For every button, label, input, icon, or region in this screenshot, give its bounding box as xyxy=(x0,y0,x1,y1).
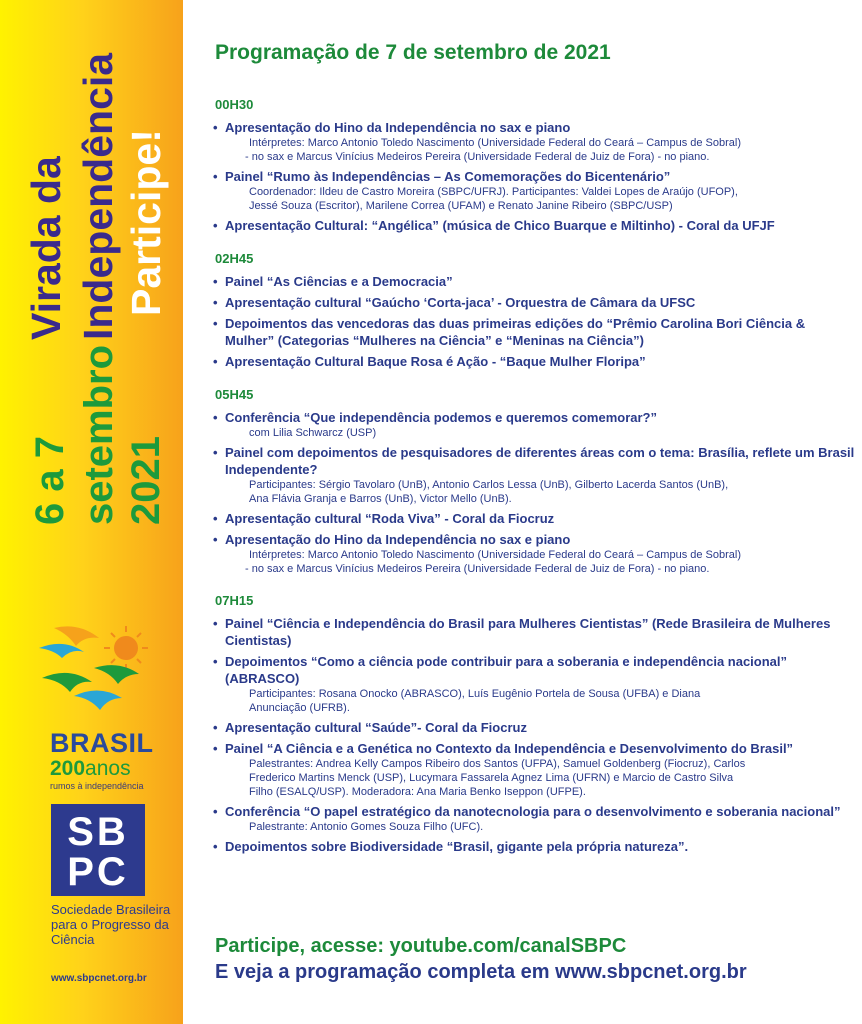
programme-item-detail: Participantes: Sérgio Tavolaro (UnB), Antonio Carlos Lessa (UnB), Gilberto Lacerda Santos (UnB), xyxy=(249,479,729,491)
sbpc-full-name: Sociedade Brasileira para o Progresso da Ciência xyxy=(51,902,171,947)
programme-item-title: • Painel com depoimentos de pesquisadores de diferentes áreas com o tema: Brasília, reflete um Brasil Independente? xyxy=(225,445,855,477)
programme-item xyxy=(215,719,855,736)
programme-item-title: • Conferência “Que independência podemos e queremos comemorar?” xyxy=(225,410,657,425)
sidebar xyxy=(0,0,183,1024)
brasil-logo-years-number: 200 xyxy=(50,757,86,780)
brasil-birds-sun-icon xyxy=(34,618,154,728)
programme-item-title: • Depoimentos sobre Biodiversidade “Brasil, gigante pela própria natureza”. xyxy=(225,839,689,854)
brasil-logo-tagline: rumos à independência xyxy=(50,781,144,791)
programme-item-title: • Conferência “O papel estratégico da nanotecnologia para o desenvolvimento e soberania nacional” xyxy=(225,804,841,819)
programme-item-detail: Participantes: Rosana Onocko (ABRASCO), Luís Eugênio Portela de Sousa (UFBA) e Diana xyxy=(249,688,701,700)
schedule-blocks xyxy=(215,97,855,855)
programme-item xyxy=(215,444,855,506)
programme-item xyxy=(215,740,855,799)
time-slot: 00H30 xyxy=(215,97,254,112)
schedule-block xyxy=(215,387,855,576)
programme-item-detail: Palestrantes: Andrea Kelly Campos Ribeiro dos Santos (UFPA), Samuel Goldenberg (Fiocruz), Carlos xyxy=(249,758,746,770)
programme-item-detail: com Lilia Schwarcz (USP) xyxy=(249,427,377,439)
programme-item xyxy=(215,353,855,370)
programme-item-detail: Palestrante: Antonio Gomes Souza Filho (UFC). xyxy=(249,821,484,833)
time-slot: 07H15 xyxy=(215,593,254,608)
programme-item-title: • Painel “Ciência e Independência do Brasil para Mulheres Cientistas” (Rede Brasileira de Mulheres Cientistas) xyxy=(225,616,831,648)
programme-item-detail: Anunciação (UFRB). xyxy=(249,702,350,714)
programme-item xyxy=(215,119,855,164)
programme-item-title: • Apresentação do Hino da Independência no sax e piano xyxy=(225,120,571,135)
programme-item-title: • Painel “Rumo às Independências – As Comemorações do Bicentenário” xyxy=(225,169,671,184)
sbpc-logo xyxy=(51,804,145,896)
sbpc-website: www.sbpcnet.org.br xyxy=(51,973,147,984)
time-slot: 02H45 xyxy=(215,251,254,266)
programme-item-title: • Apresentação Cultural: “Angélica” (música de Chico Buarque e Miltinho) - Coral da UFJF xyxy=(225,218,775,233)
programme-item-title: • Depoimentos das vencedoras das duas primeiras edições do “Prêmio Carolina Bori Ciência & Mulher” (Categorias “Mulheres na Ciência” e “Meninas na Ciência”) xyxy=(225,316,806,348)
programme-item-title: • Apresentação cultural “Saúde”- Coral da Fiocruz xyxy=(225,720,527,735)
programme-item-detail: Frederico Martins Menck (USP), Lucymara Fassarela Agnez Lima (UFRN) e Marcio de Castro Silva xyxy=(249,772,734,784)
programme-item xyxy=(215,217,855,234)
time-slot: 05H45 xyxy=(215,387,254,402)
programme-item-title: • Apresentação cultural “Roda Viva” - Coral da Fiocruz xyxy=(225,511,555,526)
programme-item-detail: Filho (ESALQ/USP). Moderadora: Ana Maria Benko Iseppon (UFPE). xyxy=(249,786,586,798)
programme-item-detail: Ana Flávia Granja e Barros (UnB), Victor Mello (UnB). xyxy=(249,493,512,505)
programme-item-title: • Apresentação cultural “Gaúcho ‘Corta-jaca’ - Orquestra de Câmara da UFSC xyxy=(225,295,696,310)
programme-item-title: • Apresentação do Hino da Independência no sax e piano xyxy=(225,532,571,547)
event-title-line2: Independência xyxy=(75,52,121,340)
event-title-line1: Virada da xyxy=(23,156,69,340)
event-date-line3: 2021 xyxy=(124,436,168,525)
schedule-block xyxy=(215,251,855,370)
programme-item xyxy=(215,510,855,527)
brasil-logo-years-word: anos xyxy=(85,757,131,780)
footer-youtube-line: Participe, acesse: youtube.com/canalSBPC xyxy=(215,935,627,957)
sbpc-logo-line2: PC xyxy=(67,850,129,894)
event-call-to-action: Participe! xyxy=(123,129,169,316)
programme-item xyxy=(215,653,855,715)
programme-item xyxy=(215,615,855,649)
programme-item xyxy=(215,315,855,349)
programme-item-detail: - no sax e Marcus Vinícius Medeiros Pereira (Universidade Federal de Juiz de Fora) - no piano. xyxy=(245,151,710,163)
programme-item xyxy=(215,838,855,855)
programme-item-title: • Painel “A Ciência e a Genética no Contexto da Independência e Desenvolvimento do Brasil” xyxy=(225,741,794,756)
programme-item-detail: Intérpretes: Marco Antonio Toledo Nascimento (Universidade Federal do Ceará – Campus de Sobral) xyxy=(249,137,741,149)
programme-item-title: • Painel “As Ciências e a Democracia” xyxy=(225,274,453,289)
schedule-block xyxy=(215,593,855,855)
schedule-block xyxy=(215,97,855,234)
event-date-line2: setembro xyxy=(77,344,121,525)
brasil-logo-years xyxy=(50,757,131,781)
programme-item-title: • Depoimentos “Como a ciência pode contribuir para a soberania e independência nacional” (ABRASCO) xyxy=(225,654,788,686)
programme-item-detail: Coordenador: Ildeu de Castro Moreira (SBPC/UFRJ). Participantes: Valdei Lopes de Araújo (UFOP), xyxy=(249,186,738,198)
programme-item-detail: Intérpretes: Marco Antonio Toledo Nascimento (Universidade Federal do Ceará – Campus de Sobral) xyxy=(249,549,741,561)
programme-item-detail: - no sax e Marcus Vinícius Medeiros Pereira (Universidade Federal de Juiz de Fora) - no piano. xyxy=(245,563,710,575)
programme xyxy=(215,40,855,872)
programme-item xyxy=(215,294,855,311)
sbpc-logo-line1: SB xyxy=(67,810,129,854)
event-date-line1: 6 a 7 xyxy=(28,436,72,525)
programme-item-title: • Apresentação Cultural Baque Rosa é Ação - “Baque Mulher Floripa” xyxy=(225,354,646,369)
footer-website-line: E veja a programação completa em www.sbpcnet.org.br xyxy=(215,961,747,983)
programme-item-detail: Jessé Souza (Escritor), Marilene Correa (UFAM) e Renato Janine Ribeiro (SBPC/USP) xyxy=(249,200,673,212)
programme-item xyxy=(215,803,855,834)
programme-item xyxy=(215,168,855,213)
programme-item xyxy=(215,531,855,576)
page-title: Programação de 7 de setembro de 2021 xyxy=(215,41,611,64)
brasil-logo-word: BRASIL xyxy=(50,728,154,758)
footer xyxy=(215,933,855,985)
programme-item xyxy=(215,409,855,440)
programme-item xyxy=(215,273,855,290)
